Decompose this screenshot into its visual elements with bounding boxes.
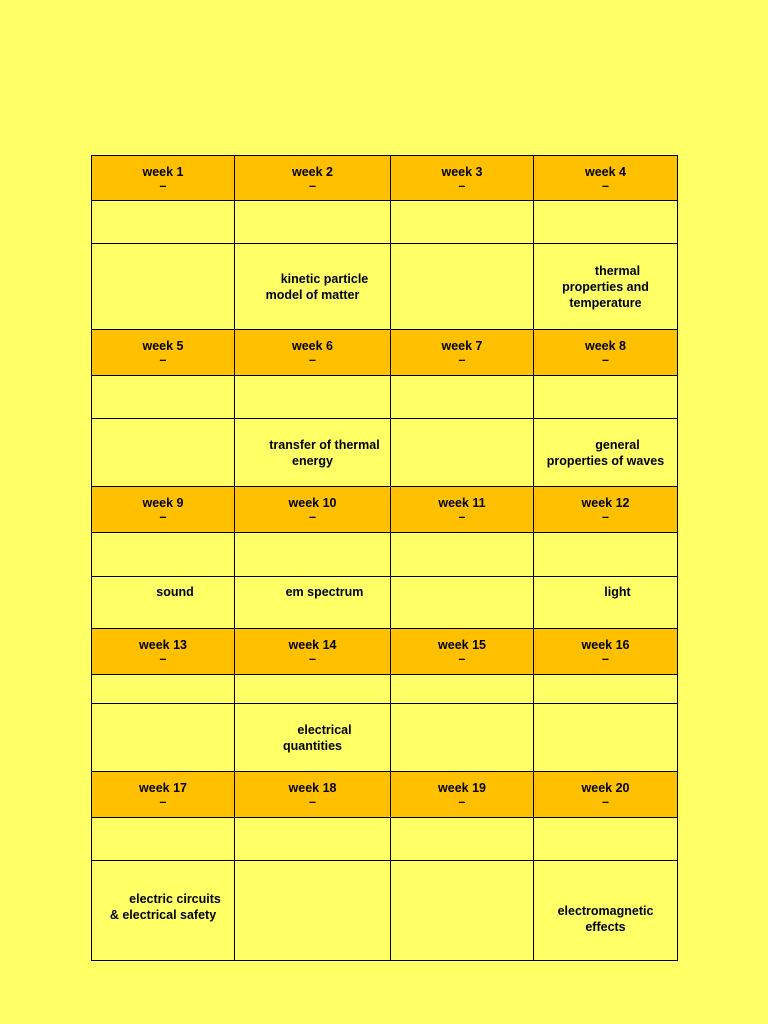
week-header-row	[92, 487, 678, 533]
topic-cell	[534, 704, 678, 772]
week-cell	[235, 330, 391, 376]
week-cell	[235, 156, 391, 201]
week-dash: –	[602, 652, 609, 666]
week-label: week 14	[288, 638, 337, 652]
topic-text: general properties of waves	[546, 437, 665, 468]
week-cell	[235, 629, 391, 675]
week-label: week 20	[581, 781, 630, 795]
week-cell	[92, 487, 235, 533]
blank-cell	[534, 201, 678, 244]
week-label: week 3	[441, 165, 483, 179]
week-dash: –	[458, 652, 466, 666]
week-label: week 15	[438, 638, 486, 652]
week-cell	[92, 330, 235, 376]
week-dash: –	[458, 510, 466, 524]
topic-text: em spectrum	[285, 585, 364, 599]
week-dash: –	[602, 795, 609, 809]
week-dash: –	[159, 179, 167, 193]
blank-row	[92, 818, 678, 861]
week-header-row	[92, 629, 678, 675]
week-cell	[534, 772, 678, 818]
week-dash: –	[458, 353, 466, 367]
week-cell	[534, 487, 678, 533]
week-label: week 10	[288, 496, 337, 510]
topic-text: electrical quantities	[282, 722, 352, 753]
topic-row	[92, 704, 678, 772]
week-label: week 16	[581, 638, 630, 652]
topic-text: electromagnetic effects	[557, 903, 654, 934]
week-cell	[534, 156, 678, 201]
week-label: week 17	[139, 781, 187, 795]
topic-row	[92, 861, 678, 961]
week-dash: –	[309, 795, 316, 809]
blank-cell	[92, 818, 235, 861]
topic-row	[92, 419, 678, 487]
week-cell	[391, 487, 534, 533]
week-dash: –	[159, 510, 167, 524]
week-label: week 13	[139, 638, 187, 652]
topic-text: thermal properties and temperature	[562, 263, 649, 310]
week-cell	[92, 629, 235, 675]
topic-cell	[391, 861, 534, 961]
blank-cell	[92, 201, 235, 244]
blank-row	[92, 675, 678, 704]
blank-cell	[391, 675, 534, 704]
blank-cell	[391, 533, 534, 577]
week-cell	[92, 772, 235, 818]
topic-cell	[92, 419, 235, 487]
week-cell	[391, 156, 534, 201]
topic-row	[92, 577, 678, 629]
topic-text: kinetic particle model of matter	[265, 271, 369, 302]
blank-cell	[235, 675, 391, 704]
blank-cell	[534, 533, 678, 577]
week-dash: –	[309, 510, 316, 524]
topic-cell	[534, 577, 678, 629]
topic-cell	[92, 577, 235, 629]
topic-cell	[534, 244, 678, 330]
topic-cell	[391, 419, 534, 487]
week-label: week 6	[291, 339, 333, 353]
blank-cell	[235, 818, 391, 861]
week-dash: –	[602, 353, 609, 367]
topic-text: transfer of thermal energy	[269, 437, 380, 468]
week-dash: –	[458, 179, 466, 193]
topic-text: sound	[156, 585, 194, 599]
weekly-schedule-table	[91, 155, 678, 961]
topic-cell	[391, 577, 534, 629]
week-cell	[391, 629, 534, 675]
topic-cell	[534, 861, 678, 961]
week-label: week 9	[142, 496, 184, 510]
topic-cell	[391, 244, 534, 330]
blank-row	[92, 533, 678, 577]
week-dash: –	[309, 179, 316, 193]
week-dash: –	[309, 652, 316, 666]
topic-cell	[235, 419, 391, 487]
topic-cell	[92, 861, 235, 961]
week-dash: –	[309, 353, 316, 367]
week-label: week 1	[142, 165, 184, 179]
blank-cell	[92, 675, 235, 704]
week-label: week 12	[581, 496, 630, 510]
week-dash: –	[602, 510, 609, 524]
topic-cell	[534, 419, 678, 487]
week-dash: –	[458, 795, 466, 809]
week-label: week 5	[142, 339, 184, 353]
week-header-row	[92, 156, 678, 201]
week-label: week 18	[288, 781, 337, 795]
topic-cell	[235, 577, 391, 629]
week-label: week 19	[438, 781, 486, 795]
topic-cell	[391, 704, 534, 772]
week-label: week 8	[584, 339, 626, 353]
topic-row	[92, 244, 678, 330]
topic-cell	[92, 704, 235, 772]
blank-cell	[534, 675, 678, 704]
topic-text: light	[604, 585, 631, 599]
topic-cell	[235, 244, 391, 330]
blank-cell	[92, 533, 235, 577]
week-cell	[534, 629, 678, 675]
week-label: week 7	[441, 339, 483, 353]
week-header-row	[92, 772, 678, 818]
blank-cell	[235, 533, 391, 577]
week-label: week 11	[438, 496, 486, 510]
blank-row	[92, 201, 678, 244]
blank-cell	[92, 376, 235, 419]
topic-cell	[92, 244, 235, 330]
blank-cell	[235, 201, 391, 244]
topic-text: electric circuits & electrical safety	[109, 891, 221, 922]
blank-cell	[391, 818, 534, 861]
week-cell	[391, 772, 534, 818]
week-label: week 4	[584, 165, 626, 179]
week-dash: –	[602, 179, 609, 193]
week-label: week 2	[291, 165, 333, 179]
blank-cell	[534, 818, 678, 861]
blank-cell	[391, 376, 534, 419]
week-dash: –	[159, 795, 167, 809]
topic-cell	[235, 861, 391, 961]
blank-cell	[534, 376, 678, 419]
topic-cell	[235, 704, 391, 772]
week-header-row	[92, 330, 678, 376]
week-dash: –	[159, 652, 167, 666]
blank-cell	[391, 201, 534, 244]
week-dash: –	[159, 353, 167, 367]
blank-cell	[235, 376, 391, 419]
week-cell	[235, 487, 391, 533]
week-cell	[534, 330, 678, 376]
week-cell	[391, 330, 534, 376]
week-cell	[235, 772, 391, 818]
blank-row	[92, 376, 678, 419]
topic-text	[391, 577, 533, 584]
week-cell	[92, 156, 235, 201]
